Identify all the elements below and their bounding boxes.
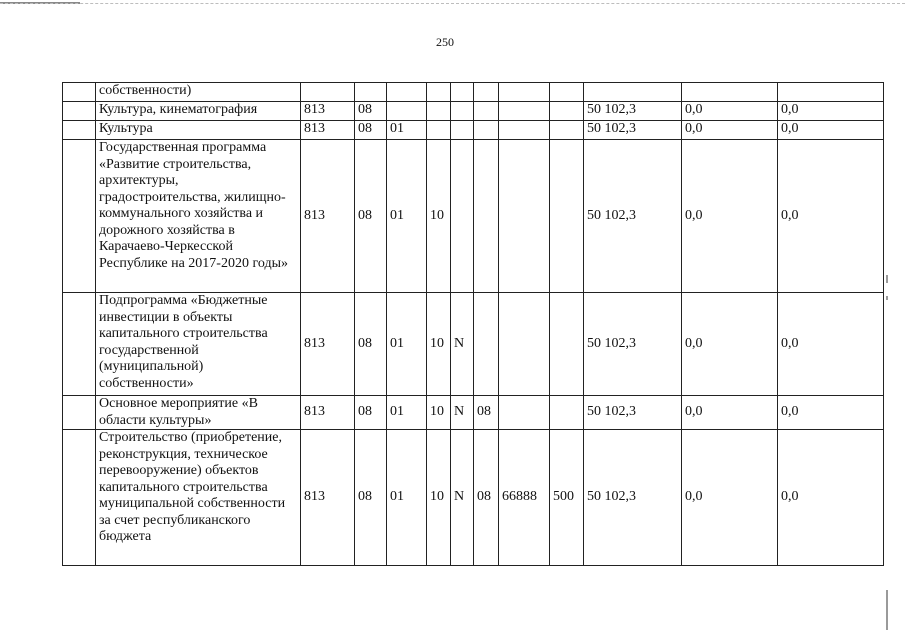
cell-subsection: 01 <box>387 140 427 293</box>
cell-direction <box>499 83 550 102</box>
cell-amount-2021: 0,0 <box>778 102 884 121</box>
cell-amount-2020: 0,0 <box>682 293 778 396</box>
cell-amount-2019: 50 102,3 <box>584 293 682 396</box>
cell-amount-2020: 0,0 <box>682 430 778 566</box>
cell-section: 08 <box>355 121 387 140</box>
cell-expense-type <box>550 102 584 121</box>
cell-row-number <box>63 102 96 121</box>
cell-amount-2019: 50 102,3 <box>584 430 682 566</box>
cell-program <box>427 102 451 121</box>
table-row <box>63 83 884 102</box>
cell-program: 10 <box>427 140 451 293</box>
cell-amount-2020: 0,0 <box>682 140 778 293</box>
cell-subprogram <box>451 83 474 102</box>
cell-section: 08 <box>355 293 387 396</box>
cell-amount-2019: 50 102,3 <box>584 102 682 121</box>
cell-amount-2020: 0,0 <box>682 396 778 430</box>
cell-direction: 66888 <box>499 430 550 566</box>
cell-admin-code: 813 <box>301 121 355 140</box>
cell-amount-2019 <box>584 83 682 102</box>
scan-artifact-top-line <box>0 3 905 5</box>
cell-subsection <box>387 102 427 121</box>
cell-direction <box>499 396 550 430</box>
cell-row-number <box>63 121 96 140</box>
cell-admin-code: 813 <box>301 140 355 293</box>
cell-subsection: 01 <box>387 396 427 430</box>
scan-artifact-right-mark <box>886 296 888 300</box>
scan-artifact-right-mark <box>886 590 888 630</box>
cell-section <box>355 83 387 102</box>
cell-section: 08 <box>355 102 387 121</box>
budget-table-body <box>63 83 884 566</box>
cell-program: 10 <box>427 396 451 430</box>
cell-amount-2021: 0,0 <box>778 430 884 566</box>
cell-amount-2019: 50 102,3 <box>584 396 682 430</box>
cell-subprogram <box>451 140 474 293</box>
table-row <box>63 102 884 121</box>
cell-row-number <box>63 83 96 102</box>
table-row <box>63 121 884 140</box>
cell-item-name: Государственная программа «Развитие строительства, архитектуры, градостроительства, жилищно-коммунального хозяйства и дорожного хозяйства в Карачаево-Черкесской Республике на 2017-2020 годы» <box>96 140 301 293</box>
cell-measure <box>474 83 499 102</box>
cell-expense-type: 500 <box>550 430 584 566</box>
table-row <box>63 430 884 566</box>
page-number: 250 <box>436 35 454 49</box>
cell-section: 08 <box>355 430 387 566</box>
cell-measure: 08 <box>474 430 499 566</box>
cell-row-number <box>63 140 96 293</box>
cell-program <box>427 83 451 102</box>
budget-table <box>62 82 884 566</box>
cell-subsection: 01 <box>387 121 427 140</box>
scan-artifact-right-mark <box>886 275 888 283</box>
cell-direction <box>499 102 550 121</box>
cell-direction <box>499 121 550 140</box>
cell-amount-2020: 0,0 <box>682 121 778 140</box>
cell-admin-code: 813 <box>301 396 355 430</box>
cell-subprogram <box>451 102 474 121</box>
cell-amount-2021: 0,0 <box>778 396 884 430</box>
cell-program <box>427 121 451 140</box>
cell-admin-code <box>301 83 355 102</box>
cell-admin-code: 813 <box>301 430 355 566</box>
cell-subprogram: N <box>451 430 474 566</box>
cell-direction <box>499 140 550 293</box>
cell-measure: 08 <box>474 396 499 430</box>
cell-program: 10 <box>427 293 451 396</box>
cell-direction <box>499 293 550 396</box>
table-row <box>63 140 884 293</box>
cell-item-name: Основное мероприятие «В области культуры» <box>96 396 301 430</box>
cell-item-name: Строительство (приобретение, реконструкция, техническое перевооружение) объектов капитального строительства муниципальной собственности за счет республиканского бюджета <box>96 430 301 566</box>
cell-admin-code: 813 <box>301 293 355 396</box>
cell-row-number <box>63 430 96 566</box>
cell-expense-type <box>550 140 584 293</box>
table-row <box>63 396 884 430</box>
cell-subsection <box>387 83 427 102</box>
cell-item-name: Культура <box>96 121 301 140</box>
cell-expense-type <box>550 121 584 140</box>
cell-measure <box>474 121 499 140</box>
cell-amount-2019: 50 102,3 <box>584 140 682 293</box>
cell-amount-2021: 0,0 <box>778 293 884 396</box>
cell-section: 08 <box>355 396 387 430</box>
cell-item-name: Культура, кинематография <box>96 102 301 121</box>
cell-item-name: Подпрограмма «Бюджетные инвестиции в объекты капитального строительства государственной (муниципальной) собственности» <box>96 293 301 396</box>
cell-program: 10 <box>427 430 451 566</box>
cell-subprogram <box>451 121 474 140</box>
cell-admin-code: 813 <box>301 102 355 121</box>
cell-expense-type <box>550 396 584 430</box>
cell-amount-2021: 0,0 <box>778 121 884 140</box>
cell-amount-2021 <box>778 83 884 102</box>
cell-item-name: собственности) <box>96 83 301 102</box>
cell-subprogram: N <box>451 396 474 430</box>
cell-measure <box>474 293 499 396</box>
cell-row-number <box>63 396 96 430</box>
cell-row-number <box>63 293 96 396</box>
cell-amount-2019: 50 102,3 <box>584 121 682 140</box>
cell-expense-type <box>550 83 584 102</box>
cell-section: 08 <box>355 140 387 293</box>
cell-subprogram: N <box>451 293 474 396</box>
cell-subsection: 01 <box>387 430 427 566</box>
cell-measure <box>474 140 499 293</box>
cell-measure <box>474 102 499 121</box>
table-row <box>63 293 884 396</box>
cell-amount-2021: 0,0 <box>778 140 884 293</box>
cell-subsection: 01 <box>387 293 427 396</box>
cell-amount-2020: 0,0 <box>682 102 778 121</box>
cell-expense-type <box>550 293 584 396</box>
cell-amount-2020 <box>682 83 778 102</box>
